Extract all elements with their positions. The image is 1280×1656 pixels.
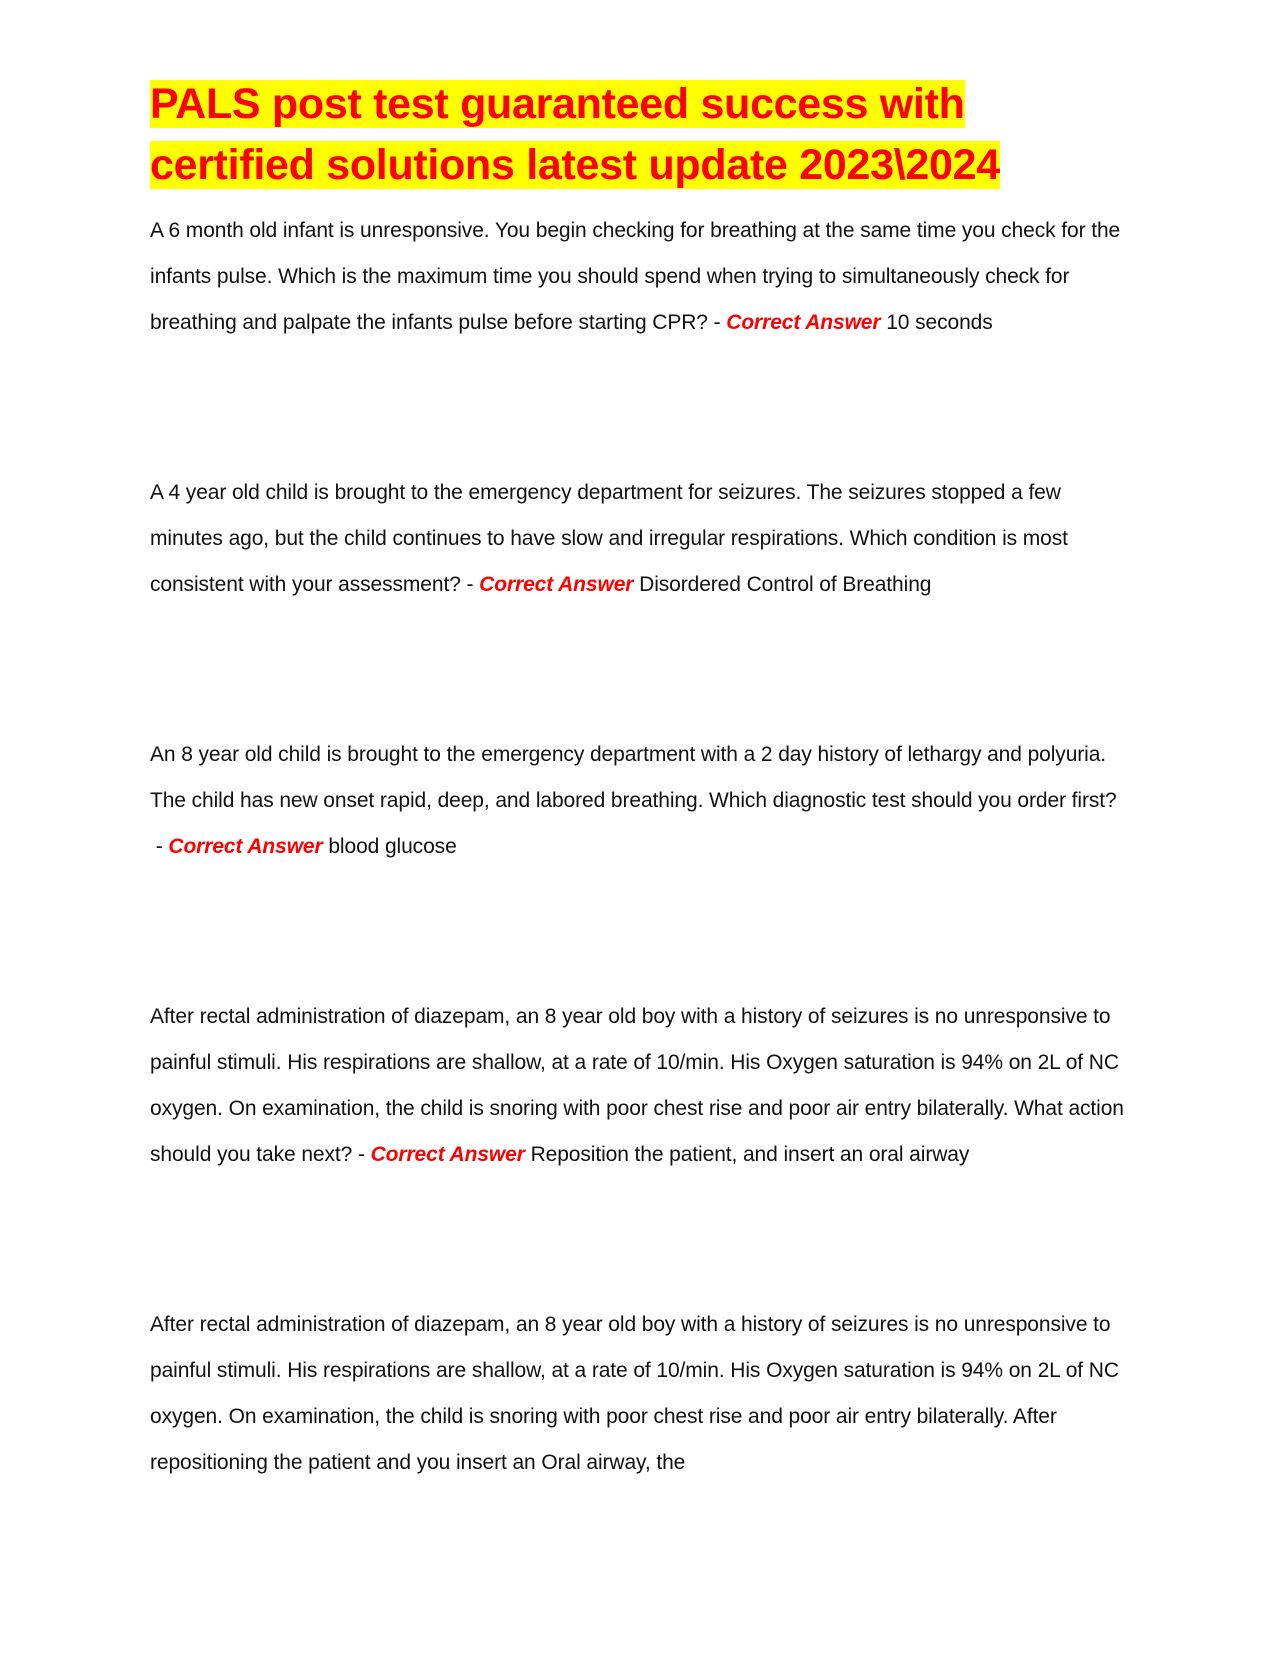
answer-separator: - <box>150 835 169 858</box>
answer-separator: - <box>460 573 480 596</box>
answer-text: 10 seconds <box>886 311 993 334</box>
question-text: An 8 year old child is brought to the emergency department with a 2 day history of lethargy and polyuria. The child has new onset rapid, deep, and labored breathing. Which diagnostic test should you order first? <box>150 743 1117 812</box>
answer-text: Reposition the patient, and insert an oral airway <box>530 1143 970 1166</box>
answer-separator: - <box>352 1143 371 1166</box>
answer-text: Disordered Control of Breathing <box>639 573 932 596</box>
qa-item-1 <box>150 208 1135 346</box>
answer-separator: - <box>707 311 727 334</box>
qa-item-5 <box>150 1302 1135 1486</box>
qa-item-2 <box>150 470 1135 608</box>
question-text: After rectal administration of diazepam, an 8 year old boy with a history of seizures is no unresponsive to painful stimuli. His respirations are shallow, at a rate of 10/min. His Oxygen saturation is 94% on 2L of NC oxygen. On examination, the child is snoring with poor chest rise and poor air entry bilaterally. What action should you take next? <box>150 1005 1124 1166</box>
qa-item-4 <box>150 994 1135 1178</box>
question-text: A 6 month old infant is unresponsive. You begin checking for breathing at the same time you check for the infants pulse. Which is the maximum time you should spend when trying to simultaneously check for breathing and palpate the infants pulse before starting CPR? <box>150 219 1121 334</box>
correct-answer-label: Correct Answer <box>370 1143 525 1166</box>
answer-text: blood glucose <box>328 835 457 858</box>
question-text: After rectal administration of diazepam, an 8 year old boy with a history of seizures is no unresponsive to painful stimuli. His respirations are shallow, at a rate of 10/min. His Oxygen saturation is 94% on 2L of NC oxygen. On examination, the child is snoring with poor chest rise and poor air entry bilaterally. After repositioning the patient and you insert an Oral airway, the <box>150 1313 1119 1474</box>
correct-answer-label: Correct Answer <box>168 835 323 858</box>
correct-answer-label: Correct Answer <box>479 573 634 596</box>
qa-item-3 <box>150 732 1135 870</box>
question-text: A 4 year old child is brought to the emergency department for seizures. The seizures stopped a few minutes ago, but the child continues to have slow and irregular respirations. Which condition is most consistent with your assessment? <box>150 481 1068 596</box>
document-page <box>150 74 1135 1610</box>
correct-answer-label: Correct Answer <box>726 311 881 334</box>
document-title <box>150 74 1135 196</box>
document-title-text: PALS post test guaranteed success with certified solutions latest update 2023\2024 <box>150 80 1000 189</box>
